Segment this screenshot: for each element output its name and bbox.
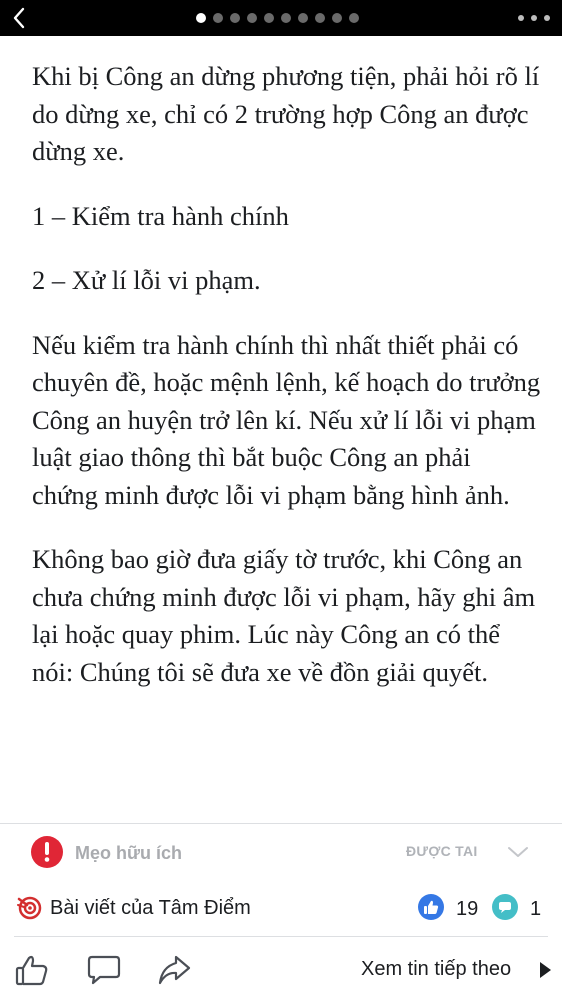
share-icon[interactable] bbox=[156, 953, 192, 987]
like-count[interactable]: 19 bbox=[456, 898, 479, 920]
top-bar bbox=[0, 0, 562, 36]
more-options-button[interactable] bbox=[518, 10, 550, 26]
sponsored-tip-row[interactable] bbox=[0, 823, 562, 879]
article-paragraph: Không bao giờ đưa giấy tờ trước, khi Công an chưa chứng minh được lỗi vi phạm, hãy ghi âm lại hoặc quay phim. Lúc này Công an có thể nói: Chúng tôi sẽ đưa xe về đồn giải quyết. bbox=[32, 544, 536, 687]
comment-bubble-icon bbox=[497, 899, 513, 915]
page-dot[interactable] bbox=[281, 13, 291, 23]
comment-icon[interactable] bbox=[86, 953, 122, 987]
back-button[interactable] bbox=[6, 4, 32, 32]
article-paragraph: Nếu kiểm tra hành chính thì nhất thiết phải có chuyên đề, hoặc mệnh lệnh, kế hoạch do trưởng Công an huyện trở lên kí. Nếu xử lí lỗi vi phạm luật giao thông thì bắt buộc Công an phải chứng minh được lỗi vi phạm bằng hình ảnh. bbox=[32, 329, 541, 510]
action-bar bbox=[0, 939, 562, 1000]
next-article-link[interactable]: Xem tin tiếp theo bbox=[361, 958, 512, 980]
author-link[interactable]: Bài viết của Tâm Điểm bbox=[50, 897, 251, 919]
article-paragraph: 1 – Kiểm tra hành chính bbox=[32, 200, 289, 231]
page-dot[interactable] bbox=[315, 13, 325, 23]
page-dot[interactable] bbox=[349, 13, 359, 23]
page-dot[interactable] bbox=[196, 13, 206, 23]
sponsored-label: ĐƯỢC TAI bbox=[406, 843, 478, 859]
comment-count[interactable]: 1 bbox=[530, 898, 542, 920]
thumbs-up-icon bbox=[423, 899, 439, 915]
page-dot[interactable] bbox=[332, 13, 342, 23]
page-dot[interactable] bbox=[264, 13, 274, 23]
article-body bbox=[32, 58, 542, 718]
more-dots-icon bbox=[518, 15, 524, 21]
page-dot[interactable] bbox=[298, 13, 308, 23]
page-dot[interactable] bbox=[213, 13, 223, 23]
chevron-left-icon bbox=[12, 7, 26, 29]
play-right-icon[interactable] bbox=[538, 961, 552, 979]
chevron-down-icon[interactable] bbox=[506, 844, 530, 860]
article-paragraph: Khi bị Công an dừng phương tiện, phải hỏi rõ lí do dừng xe, chỉ có 2 trường hợp Công an được dừng xe. bbox=[32, 61, 540, 166]
tip-label: Mẹo hữu ích bbox=[75, 843, 183, 863]
thumbs-up-icon[interactable] bbox=[14, 953, 50, 987]
page-dot[interactable] bbox=[247, 13, 257, 23]
comment-badge[interactable] bbox=[492, 894, 518, 920]
divider bbox=[14, 936, 548, 937]
article-paragraph: 2 – Xử lí lỗi vi phạm. bbox=[32, 265, 261, 295]
alert-icon bbox=[31, 836, 63, 868]
like-reaction-badge[interactable] bbox=[418, 894, 444, 920]
page-indicator bbox=[196, 13, 359, 23]
post-meta-row bbox=[0, 879, 562, 939]
page-dot[interactable] bbox=[230, 13, 240, 23]
publisher-logo-icon[interactable] bbox=[16, 893, 44, 921]
